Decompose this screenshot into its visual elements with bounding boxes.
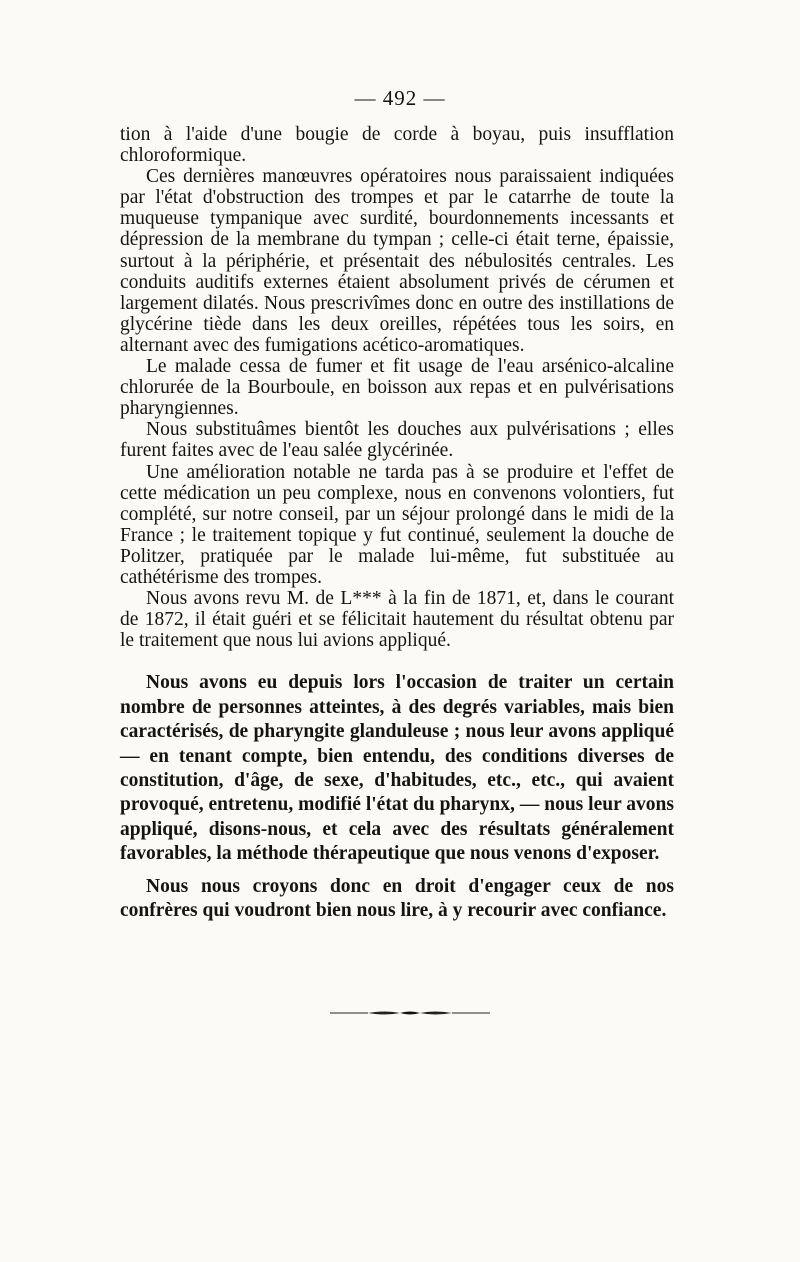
paragraph-bourboule: Le malade cessa de fumer et fit usage de l'eau arsénico-alcaline chlorurée de la Bourboule, en boisson aux repas et en pulvérisations pharyngiennes. <box>120 356 674 420</box>
page-number: — 492 — <box>354 86 446 110</box>
body-text <box>120 124 674 923</box>
paragraph-recommendation: Nous nous croyons donc en droit d'engager ceux de nos confrères qui voudront bien nous lire, à y recourir avec confiance. <box>120 875 674 921</box>
paragraph-operations: Ces dernières manœuvres opératoires nous paraissaient indiquées par l'état d'obstruction des trompes et par le catarrhe de toute la muqueuse tympanique avec surdité, bourdonnements incessants et dépression de la membrane du tympan ; celle-ci était terne, épaissie, surtout à la périphérie, et présentait des nébulosités centrales. Les conduits auditifs externes étaient absolument privés de cérumen et largement dilatés. Nous prescrivîmes donc en outre des instillations de glycérine tiède dans les deux oreilles, répétées tous les soirs, en alternant avec des fumigations acético-aromatiques. <box>120 166 674 356</box>
paragraph-douches: Nous substituâmes bientôt les douches aux pulvérisations ; elles furent faites avec de l'eau salée glycérinée. <box>120 419 674 462</box>
ornament-divider <box>330 1010 490 1016</box>
paragraph-amelioration: Une amélioration notable ne tarda pas à se produire et l'effet de cette médication un peu complexe, nous en convenons volontiers, fut complété, sur notre conseil, par un séjour prolongé dans le midi de la France ; le traitement topique y fut continué, seulement la douche de Politzer, pratiquée par le malade lui-même, fut substituée au cathétérisme des trompes. <box>120 461 674 588</box>
paragraph-conclusion: Nous avons eu depuis lors l'occasion de traiter un certain nombre de personnes atteintes, à des degrés variables, mais bien caractérisés, de pharyngite glanduleuse ; nous leur avons appliqué — en tenant compte, bien entendu, des conditions diverses de constitution, d'âge, de sexe, d'habitudes, etc., etc., qui avaient provoqué, entretenu, modifié l'état du pharynx, — nous leur avons appliqué, disons-nous, et cela avec des résultats généralement favorables, la méthode thérapeutique que nous venons d'exposer. <box>120 672 674 865</box>
paragraph-revu: Nous avons revu M. de L*** à la fin de 1871, et, dans le courant de 1872, il était guéri et se félicitait hautement du résultat obtenu par le traitement que nous lui avions appliqué. <box>120 588 674 652</box>
paragraph-continuation: tion à l'aide d'une bougie de corde à boyau, puis insufflation chloroformique. <box>120 124 674 167</box>
